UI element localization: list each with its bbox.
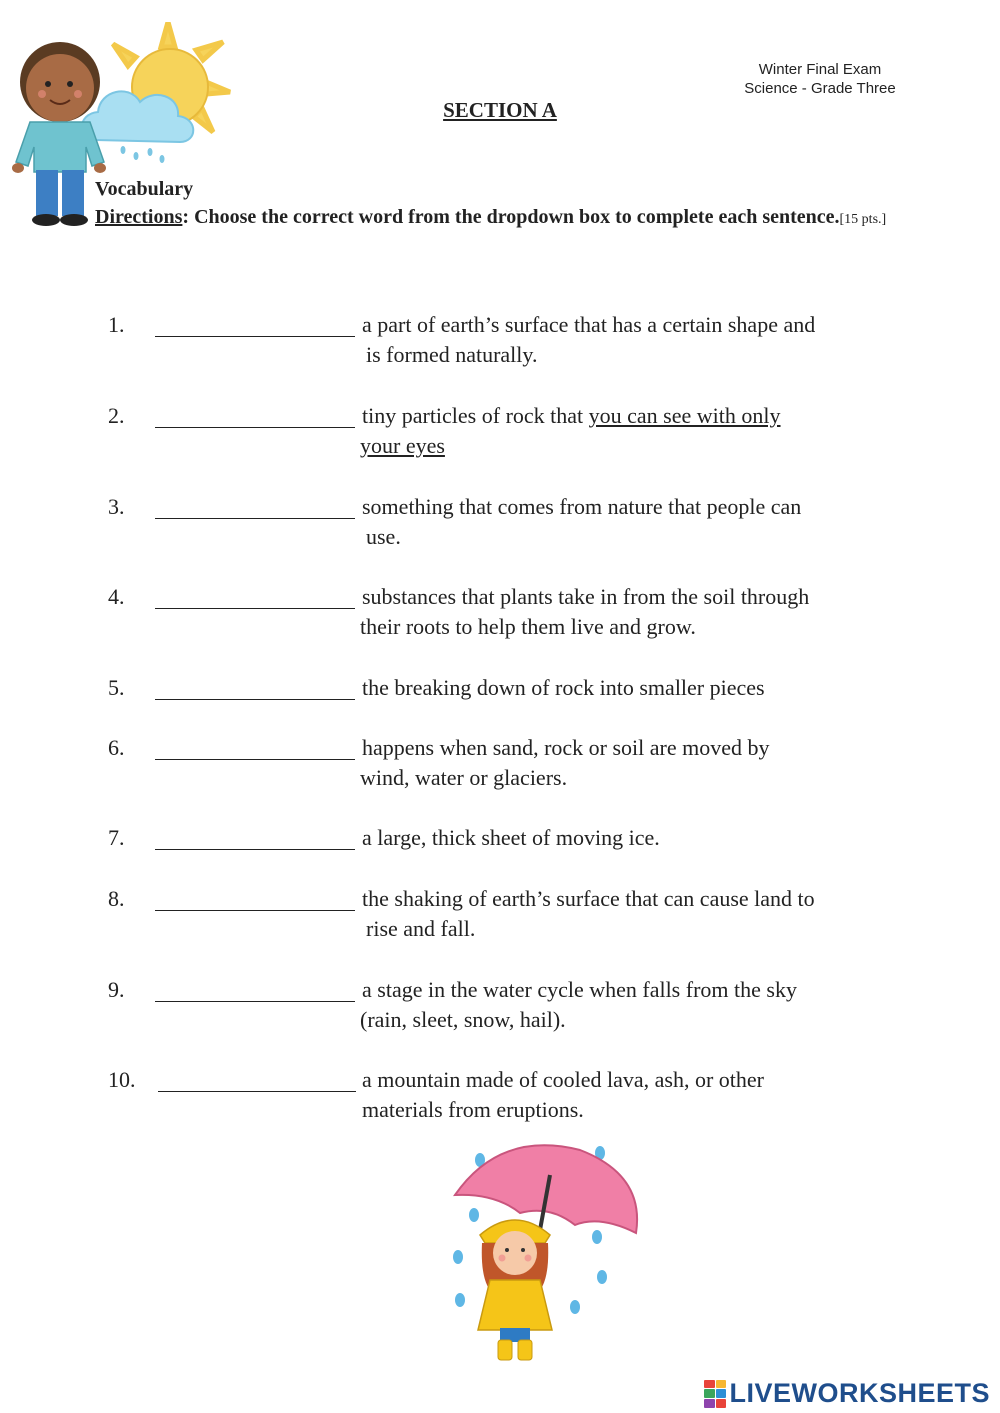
definition-line-1: a mountain made of cooled lava, ash, or other (362, 1067, 764, 1092)
question-number: 9. (108, 977, 125, 1002)
directions (95, 203, 915, 234)
question-number: 8. (108, 886, 125, 911)
exam-title: Winter Final Exam (758, 61, 882, 78)
definition-text: tiny particles of rock that (362, 403, 589, 428)
definition-line-1: a large, thick sheet of moving ice. (362, 825, 660, 850)
answer-dropdown-7[interactable] (155, 825, 355, 850)
section-title: SECTION A (443, 98, 557, 122)
definition-line-2: materials from eruptions. (362, 1097, 584, 1122)
logo-text: LIVEWORKSHEETS (729, 1378, 990, 1408)
girl-icon (478, 1220, 552, 1360)
definition-line-2: your eyes (360, 433, 445, 458)
definition-line-2: (rain, sleet, snow, hail). (360, 1007, 566, 1032)
girl-umbrella-illustration (440, 1135, 655, 1365)
definition-line-1: substances that plants take in from the soil through (362, 584, 810, 609)
answer-dropdown-8[interactable] (155, 886, 355, 911)
definition-line-1: the breaking down of rock into smaller pieces (362, 675, 765, 700)
question-number: 7. (108, 825, 125, 850)
definition-line-1: the shaking of earth’s surface that can cause land to (362, 886, 815, 911)
answer-dropdown-9[interactable] (155, 977, 355, 1002)
vocabulary-heading: Vocabulary (95, 178, 194, 200)
question-number: 5. (108, 675, 125, 700)
directions-label: Directions (95, 206, 183, 228)
answer-dropdown-2[interactable] (155, 403, 355, 428)
points-label: [15 pts.] (839, 212, 887, 227)
answer-dropdown-5[interactable] (155, 675, 355, 700)
definition-line-2: rise and fall. (366, 916, 476, 941)
definition-line-2: their roots to help them live and grow. (360, 614, 696, 639)
answer-dropdown-1[interactable] (155, 312, 355, 337)
answer-dropdown-3[interactable] (155, 494, 355, 519)
question-number: 1. (108, 312, 125, 337)
definition-line-1: happens when sand, rock or soil are moved by (362, 735, 770, 760)
definition-line-2: use. (366, 524, 401, 549)
boy-icon (12, 42, 106, 226)
directions-text: : Choose the correct word from the dropdown box to complete each sentence. (182, 206, 840, 228)
liveworksheets-logo (704, 1378, 990, 1409)
question-number: 6. (108, 735, 125, 760)
definition-line-1: a part of earth’s surface that has a certain shape and (362, 312, 816, 337)
definition-line-1 (362, 401, 922, 431)
answer-dropdown-4[interactable] (155, 584, 355, 609)
exam-header (700, 60, 940, 98)
logo-mark-icon (704, 1380, 726, 1408)
answer-dropdown-6[interactable] (155, 735, 355, 760)
definition-line-2: is formed naturally. (366, 342, 538, 367)
question-number: 4. (108, 584, 125, 609)
exam-subject: Science - Grade Three (744, 80, 896, 97)
definition-line-1: something that comes from nature that people can (362, 494, 802, 519)
question-number: 10. (108, 1067, 136, 1092)
answer-dropdown-10[interactable] (158, 1067, 356, 1092)
definition-line-2: wind, water or glaciers. (360, 765, 568, 790)
definition-underlined: you can see with only (588, 403, 781, 428)
question-number: 2. (108, 403, 125, 428)
definition-line-1: a stage in the water cycle when falls from the sky (362, 977, 797, 1002)
question-number: 3. (108, 494, 125, 519)
